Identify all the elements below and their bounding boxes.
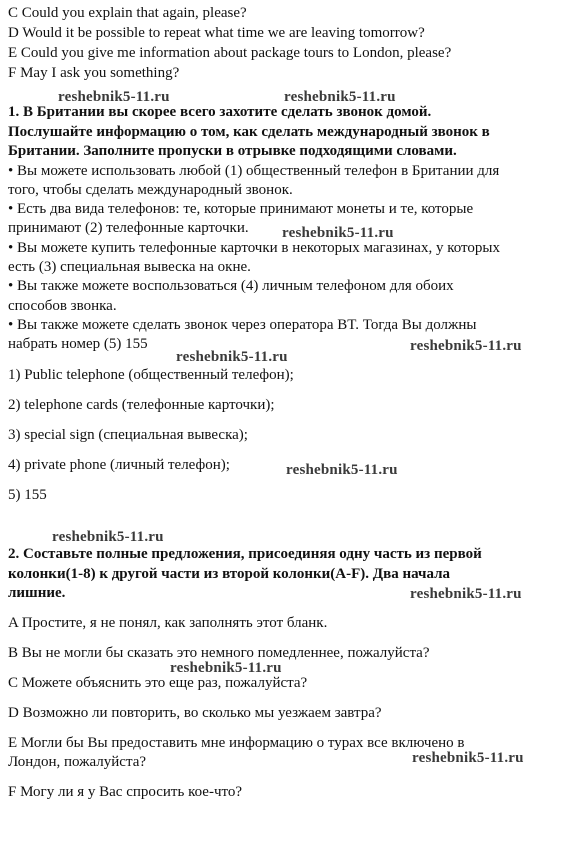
task2-item: F Могу ли я у Вас спросить кое-что? [8,784,243,800]
watermark: reshebnik5-11.ru [284,89,396,105]
answer-line: 4) private phone (личный телефон); [8,457,230,473]
watermark: reshebnik5-11.ru [170,660,282,676]
task2-title-line: колонки(1-8) к другой части из второй колонки(A-F). Два начала [8,566,451,582]
watermark: reshebnik5-11.ru [58,89,170,105]
task2-item: Лондон, пожалуйста? [8,754,147,770]
task1-text-line: есть (3) специальная вывеска на окне. [8,259,251,275]
task2-item: C Можете объяснить это еще раз, пожалуйста? [8,675,308,691]
task1-title-line: 1. В Британии вы скорее всего захотите сделать звонок домой. [8,104,432,120]
task1-text-line: • Вы также можете сделать звонок через оператора BT. Тогда Вы должны [8,317,477,333]
task2-title-line: 2. Составьте полные предложения, присоединяя одну часть из первой [8,546,482,562]
task2-title-line: лишние. [8,585,66,601]
watermark: reshebnik5-11.ru [410,338,522,354]
task1-text-line: • Вы можете использовать любой (1) общественный телефон в Британии для [8,163,500,179]
watermark: reshebnik5-11.ru [282,225,394,241]
watermark: reshebnik5-11.ru [52,529,164,545]
task1-text-line: • Вы также можете воспользоваться (4) личным телефоном для обоих [8,278,454,294]
task1-title-line: Британии. Заполните пропуски в отрывке подходящими словами. [8,143,457,159]
task1-text-line: того, чтобы сделать международный звонок. [8,182,293,198]
task2-item: B Вы не могли бы сказать это немного помедленнее, пожалуйста? [8,645,430,661]
watermark: reshebnik5-11.ru [176,349,288,365]
task2-item: A Простите, я не понял, как заполнять этот бланк. [8,615,328,631]
task2-item: D Возможно ли повторить, во сколько мы уезжаем завтра? [8,705,382,721]
answer-line: 2) telephone cards (телефонные карточки); [8,397,275,413]
task1-text-line: принимают (2) телефонные карточки. [8,220,249,236]
answer-line: 1) Public telephone (общественный телефон); [8,367,294,383]
option-e-en: E Could you give me information about package tours to London, please? [8,45,452,61]
answer-line: 3) special sign (специальная вывеска); [8,427,248,443]
task1-text-line: • Есть два вида телефонов: те, которые принимают монеты и те, которые [8,201,474,217]
task1-title-line: Послушайте информацию о том, как сделать международный звонок в [8,124,490,140]
task1-text-line: • Вы можете купить телефонные карточки в некоторых магазинах, у которых [8,240,500,256]
watermark: reshebnik5-11.ru [286,462,398,478]
watermark: reshebnik5-11.ru [412,750,524,766]
task1-text-line: способов звонка. [8,298,117,314]
task2-item: E Могли бы Вы предоставить мне информацию о турах все включено в [8,735,465,751]
option-f-en: F May I ask you something? [8,65,180,81]
answer-line: 5) 155 [8,487,47,503]
task1-text-line: набрать номер (5) 155 [8,336,148,352]
option-c-en: C Could you explain that again, please? [8,5,247,21]
watermark: reshebnik5-11.ru [410,586,522,602]
option-d-en: D Would it be possible to repeat what time we are leaving tomorrow? [8,25,425,41]
